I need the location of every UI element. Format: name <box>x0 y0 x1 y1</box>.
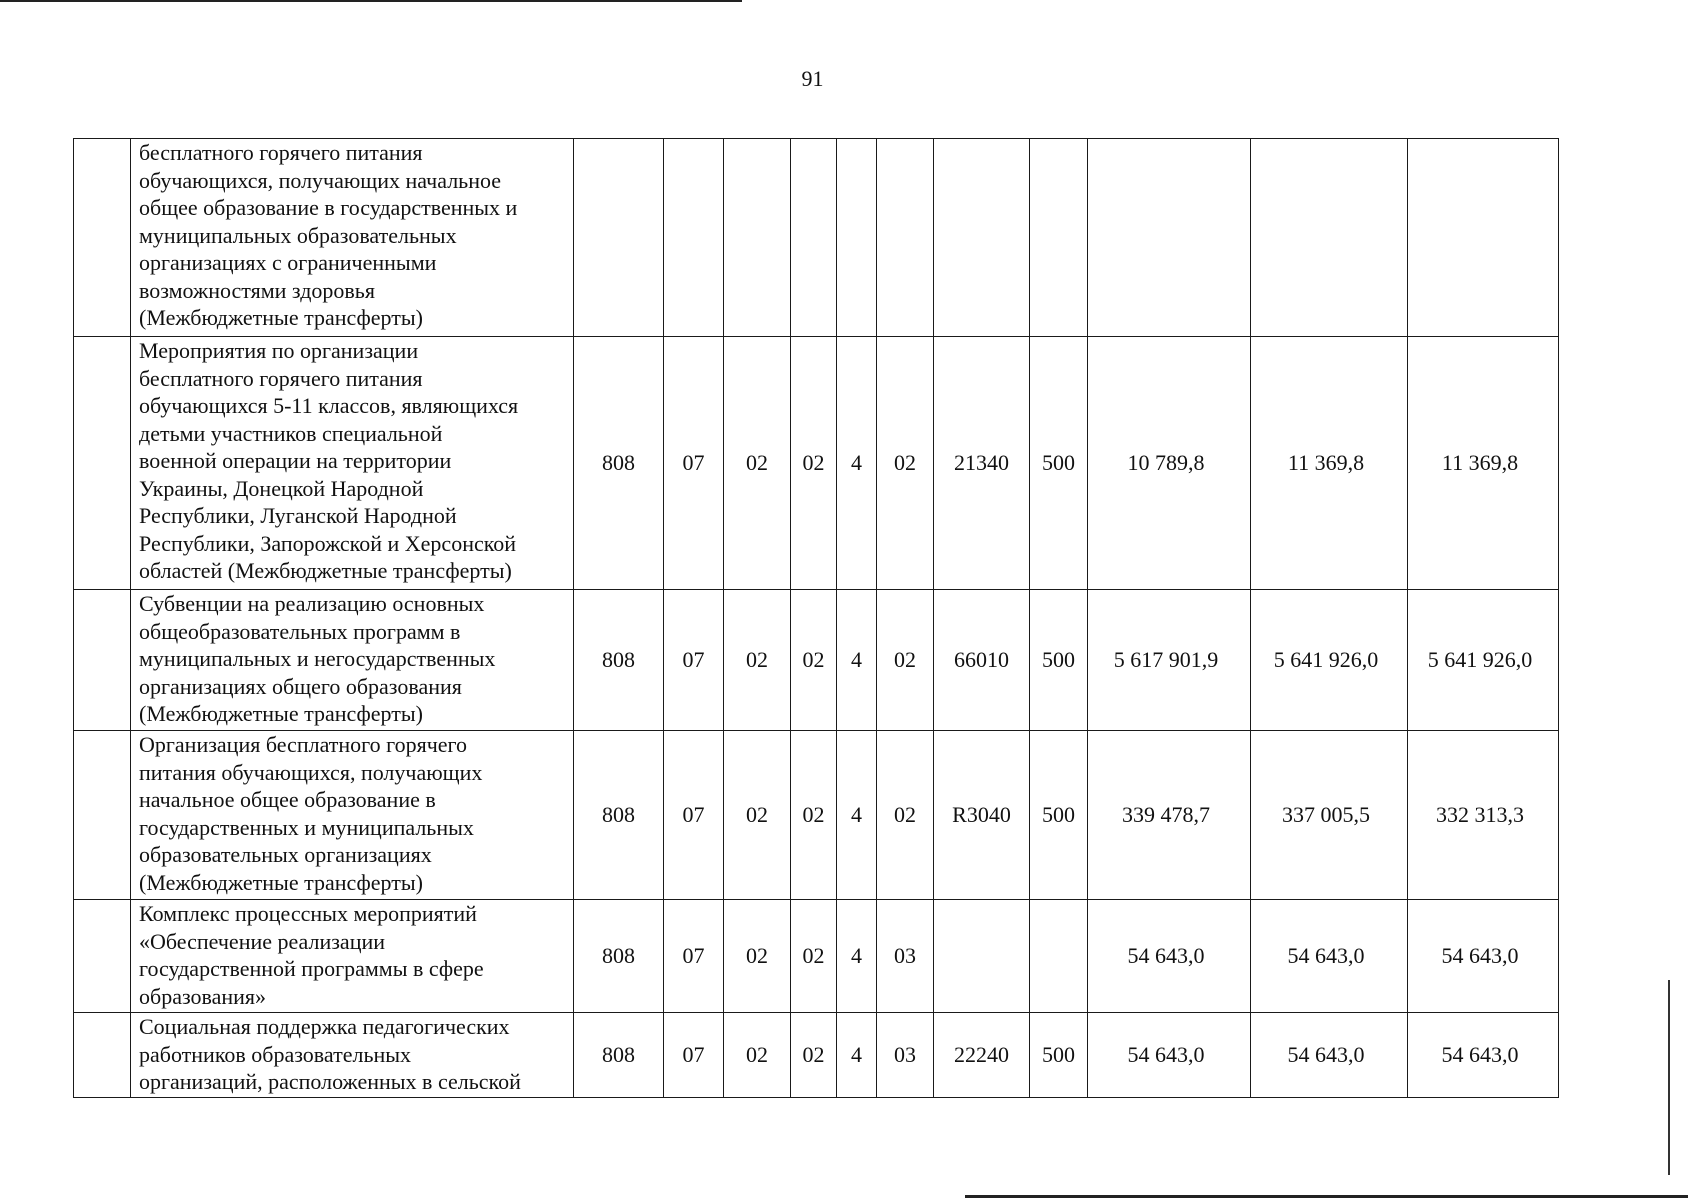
expense-type-code <box>1030 900 1088 1013</box>
table-row <box>74 590 1559 731</box>
ministry-code: 808 <box>574 1013 664 1098</box>
item-code: 02 <box>877 337 934 590</box>
program-type-code: 4 <box>837 590 877 731</box>
row-number-cell <box>74 590 131 731</box>
expense-type-code: 500 <box>1030 590 1088 731</box>
table-row <box>74 337 1559 590</box>
program-code: 02 <box>791 590 837 731</box>
amount-2024 <box>1088 139 1251 337</box>
program-type-code: 4 <box>837 900 877 1013</box>
ministry-code: 808 <box>574 900 664 1013</box>
amount-2024: 5 617 901,9 <box>1088 590 1251 731</box>
section-code: 07 <box>664 731 724 900</box>
item-code: 02 <box>877 731 934 900</box>
expense-description: Социальная поддержка педагогических работников образовательных организаций, расположенных в сельской <box>131 1013 574 1098</box>
top-rule <box>0 0 742 2</box>
expense-type-code: 500 <box>1030 731 1088 900</box>
section-code: 07 <box>664 590 724 731</box>
row-number-cell <box>74 139 131 337</box>
subsection-code: 02 <box>724 337 791 590</box>
expense-type-code: 500 <box>1030 337 1088 590</box>
amount-2025: 5 641 926,0 <box>1251 590 1408 731</box>
expense-description: Мероприятия по организации бесплатного горячего питания обучающихся 5-11 классов, являющихся детьми участников специальной военной операции на территории Украины, Донецкой Народной Республики, Луганской Народной Республики, Запорожской и Херсонской областей (Межбюджетные трансферты) <box>131 337 574 590</box>
row-number-cell <box>74 731 131 900</box>
amount-2026 <box>1408 139 1559 337</box>
item-code <box>877 139 934 337</box>
table-row <box>74 900 1559 1013</box>
amount-2024: 339 478,7 <box>1088 731 1251 900</box>
direction-code: R3040 <box>934 731 1030 900</box>
program-code: 02 <box>791 337 837 590</box>
amount-2026: 54 643,0 <box>1408 1013 1559 1098</box>
ministry-code: 808 <box>574 337 664 590</box>
amount-2024: 10 789,8 <box>1088 337 1251 590</box>
amount-2025: 11 369,8 <box>1251 337 1408 590</box>
amount-2025: 337 005,5 <box>1251 731 1408 900</box>
program-type-code: 4 <box>837 337 877 590</box>
item-code: 03 <box>877 900 934 1013</box>
direction-code <box>934 139 1030 337</box>
program-code: 02 <box>791 1013 837 1098</box>
subsection-code: 02 <box>724 900 791 1013</box>
budget-table <box>73 138 1559 1098</box>
direction-code <box>934 900 1030 1013</box>
expense-description: бесплатного горячего питания обучающихся, получающих начальное общее образование в государственных и муниципальных образовательных организациях с ограниченными возможностями здоровья (Межбюджетные трансферты) <box>131 139 574 337</box>
row-number-cell <box>74 1013 131 1098</box>
expense-description: Комплекс процессных мероприятий «Обеспечение реализации государственной программы в сфере образования» <box>131 900 574 1013</box>
amount-2024: 54 643,0 <box>1088 900 1251 1013</box>
item-code: 02 <box>877 590 934 731</box>
section-code: 07 <box>664 337 724 590</box>
section-code: 07 <box>664 1013 724 1098</box>
direction-code: 21340 <box>934 337 1030 590</box>
direction-code: 22240 <box>934 1013 1030 1098</box>
right-margin-mark <box>1668 980 1670 1175</box>
ministry-code <box>574 139 664 337</box>
expense-type-code: 500 <box>1030 1013 1088 1098</box>
program-type-code: 4 <box>837 731 877 900</box>
ministry-code: 808 <box>574 731 664 900</box>
amount-2024: 54 643,0 <box>1088 1013 1251 1098</box>
program-code: 02 <box>791 731 837 900</box>
amount-2026: 332 313,3 <box>1408 731 1559 900</box>
table-row <box>74 731 1559 900</box>
bottom-rule <box>965 1195 1688 1198</box>
subsection-code <box>724 139 791 337</box>
table-row <box>74 139 1559 337</box>
expense-type-code <box>1030 139 1088 337</box>
direction-code: 66010 <box>934 590 1030 731</box>
expense-description: Субвенции на реализацию основных общеобразовательных программ в муниципальных и негосударственных организациях общего образования (Межбюджетные трансферты) <box>131 590 574 731</box>
program-code <box>791 139 837 337</box>
page-number: 91 <box>801 66 824 91</box>
amount-2026: 54 643,0 <box>1408 900 1559 1013</box>
subsection-code: 02 <box>724 731 791 900</box>
item-code: 03 <box>877 1013 934 1098</box>
program-type-code: 4 <box>837 1013 877 1098</box>
amount-2025 <box>1251 139 1408 337</box>
row-number-cell <box>74 337 131 590</box>
table-row <box>74 1013 1559 1098</box>
amount-2025: 54 643,0 <box>1251 900 1408 1013</box>
section-code: 07 <box>664 900 724 1013</box>
section-code <box>664 139 724 337</box>
ministry-code: 808 <box>574 590 664 731</box>
amount-2026: 5 641 926,0 <box>1408 590 1559 731</box>
program-type-code <box>837 139 877 337</box>
subsection-code: 02 <box>724 590 791 731</box>
program-code: 02 <box>791 900 837 1013</box>
row-number-cell <box>74 900 131 1013</box>
amount-2025: 54 643,0 <box>1251 1013 1408 1098</box>
subsection-code: 02 <box>724 1013 791 1098</box>
amount-2026: 11 369,8 <box>1408 337 1559 590</box>
expense-description: Организация бесплатного горячего питания обучающихся, получающих начальное общее образование в государственных и муниципальных образовательных организациях (Межбюджетные трансферты) <box>131 731 574 900</box>
